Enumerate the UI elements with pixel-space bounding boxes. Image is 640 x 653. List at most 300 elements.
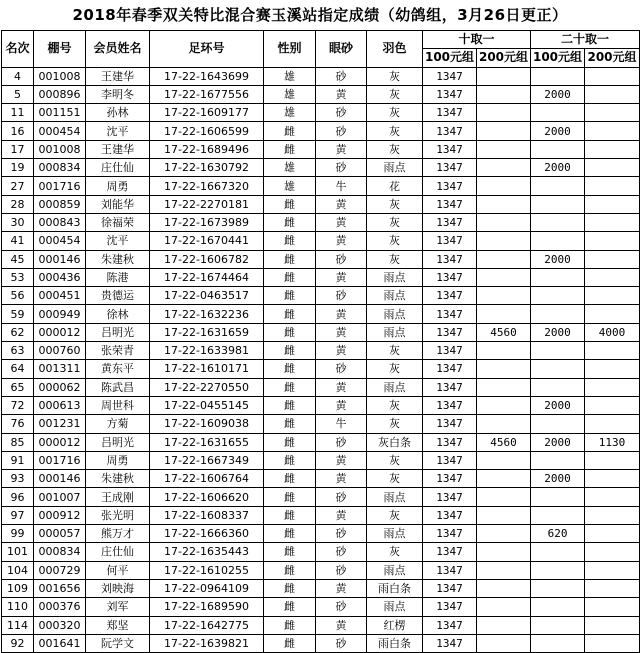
sex-cell: 雌 — [264, 122, 316, 140]
ring-cell: 17-22-1609177 — [150, 104, 264, 122]
prize-g2-200-cell — [585, 579, 640, 597]
prize-g2-100-cell — [531, 213, 585, 231]
member-cell: 何平 — [86, 561, 150, 579]
prize-g1-100-cell: 1347 — [423, 634, 477, 652]
rank-cell: 19 — [2, 159, 34, 177]
prize-g2-100-cell — [531, 268, 585, 286]
rank-cell: 28 — [2, 195, 34, 213]
header-row — [2, 31, 640, 49]
ring-cell: 17-22-1632236 — [150, 305, 264, 323]
prize-g1-200-cell — [477, 268, 531, 286]
prize-g1-100-cell: 1347 — [423, 360, 477, 378]
rank-cell: 72 — [2, 396, 34, 414]
rank-cell: 64 — [2, 360, 34, 378]
rank-cell: 96 — [2, 488, 34, 506]
member-cell: 朱建秋 — [86, 250, 150, 268]
eye-cell: 黄 — [316, 323, 367, 341]
prize-g1-200-cell — [477, 342, 531, 360]
prize-g2-100-cell — [531, 140, 585, 158]
prize-g1-100-cell: 1347 — [423, 470, 477, 488]
loft-cell: 000729 — [34, 561, 86, 579]
color-cell: 灰 — [367, 342, 423, 360]
color-cell: 灰 — [367, 85, 423, 103]
loft-cell: 000376 — [34, 598, 86, 616]
prize-g2-100-cell — [531, 342, 585, 360]
prize-g1-100-cell: 1347 — [423, 451, 477, 469]
color-cell: 灰 — [367, 213, 423, 231]
prize-g1-200-cell — [477, 287, 531, 305]
prize-g2-200-cell — [585, 634, 640, 652]
prize-g1-100-cell: 1347 — [423, 177, 477, 195]
prize-g2-200-cell — [585, 122, 640, 140]
ring-cell: 17-22-1606764 — [150, 470, 264, 488]
page-title: 2018年春季双关特比混合赛玉溪站指定成绩（幼鸽组，3月26日更正） — [72, 6, 568, 24]
sex-cell: 雌 — [264, 543, 316, 561]
sex-cell: 雌 — [264, 488, 316, 506]
prize-g1-100-cell: 1347 — [423, 287, 477, 305]
loft-cell: 000146 — [34, 470, 86, 488]
sex-cell: 雌 — [264, 140, 316, 158]
prize-g1-100-cell: 1347 — [423, 140, 477, 158]
rank-cell: 4 — [2, 67, 34, 85]
table-row — [2, 634, 640, 652]
member-cell: 王建华 — [86, 67, 150, 85]
prize-g2-100-cell — [531, 506, 585, 524]
loft-cell: 000834 — [34, 159, 86, 177]
table-row — [2, 488, 640, 506]
eye-cell: 砂 — [316, 525, 367, 543]
eye-cell: 黄 — [316, 342, 367, 360]
loft-cell: 000760 — [34, 342, 86, 360]
loft-cell: 001641 — [34, 634, 86, 652]
table-row — [2, 305, 640, 323]
rank-cell: 99 — [2, 525, 34, 543]
prize-g1-200-cell — [477, 451, 531, 469]
loft-cell: 000896 — [34, 85, 86, 103]
rank-cell: 114 — [2, 616, 34, 634]
table-row — [2, 342, 640, 360]
color-cell: 红楞 — [367, 616, 423, 634]
prize-g1-200-cell — [477, 213, 531, 231]
prize-g2-200-cell — [585, 342, 640, 360]
rank-cell: 56 — [2, 287, 34, 305]
prize-g1-200-cell — [477, 396, 531, 414]
prize-g2-100-cell — [531, 616, 585, 634]
color-cell: 雨点 — [367, 525, 423, 543]
color-cell: 雨点 — [367, 268, 423, 286]
prize-g1-200-cell — [477, 195, 531, 213]
table-row — [2, 232, 640, 250]
prize-g1-100-cell: 1347 — [423, 213, 477, 231]
ring-cell: 17-22-1609038 — [150, 415, 264, 433]
prize-g1-200-cell — [477, 634, 531, 652]
prize-g2-100-cell: 2000 — [531, 433, 585, 451]
table-row — [2, 104, 640, 122]
loft-cell: 001716 — [34, 177, 86, 195]
group2-header: 二十取一 — [531, 31, 640, 49]
sex-cell: 雌 — [264, 561, 316, 579]
loft-cell: 000012 — [34, 323, 86, 341]
eye-cell: 砂 — [316, 122, 367, 140]
ring-cell: 17-22-1674464 — [150, 268, 264, 286]
prize-g1-100-cell: 1347 — [423, 396, 477, 414]
prize-g2-200-cell — [585, 543, 640, 561]
sex-cell: 雌 — [264, 579, 316, 597]
member-cell: 吕明光 — [86, 323, 150, 341]
member-cell: 刘能华 — [86, 195, 150, 213]
member-cell: 周勇 — [86, 177, 150, 195]
prize-g1-100-cell: 1347 — [423, 543, 477, 561]
prize-g2-100-cell: 2000 — [531, 396, 585, 414]
prize-g1-200-cell — [477, 543, 531, 561]
member-cell: 张荣青 — [86, 342, 150, 360]
eye-cell: 黄 — [316, 195, 367, 213]
eye-cell: 黄 — [316, 616, 367, 634]
member-cell: 刘映海 — [86, 579, 150, 597]
color-cell: 灰 — [367, 396, 423, 414]
prize-g2-200-cell — [585, 67, 640, 85]
prize-g2-200-cell: 4000 — [585, 323, 640, 341]
ring-cell: 17-22-1667320 — [150, 177, 264, 195]
color-cell: 灰 — [367, 67, 423, 85]
prize-g2-200-cell — [585, 360, 640, 378]
ring-cell: 17-22-1631659 — [150, 323, 264, 341]
member-cell: 孙林 — [86, 104, 150, 122]
eye-cell: 砂 — [316, 561, 367, 579]
loft-cell: 001716 — [34, 451, 86, 469]
prize-g1-200-cell — [477, 506, 531, 524]
prize-g1-200-cell — [477, 104, 531, 122]
ring-cell: 17-22-2270181 — [150, 195, 264, 213]
ring-cell: 17-22-0455145 — [150, 396, 264, 414]
prize-g1-200-cell — [477, 616, 531, 634]
loft-cell: 000454 — [34, 122, 86, 140]
table-row — [2, 415, 640, 433]
eye-cell: 牛 — [316, 177, 367, 195]
member-cell: 徐林 — [86, 305, 150, 323]
loft-cell: 001311 — [34, 360, 86, 378]
rank-cell: 93 — [2, 470, 34, 488]
prize-g2-200-cell — [585, 598, 640, 616]
prize-g1-100-cell: 1347 — [423, 579, 477, 597]
ring-cell: 17-22-2270550 — [150, 378, 264, 396]
rank-cell: 5 — [2, 85, 34, 103]
sex-cell: 雄 — [264, 67, 316, 85]
rank-cell: 16 — [2, 122, 34, 140]
prize-g2-100-cell — [531, 305, 585, 323]
prize-g1-200-cell — [477, 488, 531, 506]
prize-g2-100-cell — [531, 360, 585, 378]
ring-cell: 17-22-0463517 — [150, 287, 264, 305]
eye-cell: 砂 — [316, 67, 367, 85]
ring-cell: 17-22-1633981 — [150, 342, 264, 360]
prize-g1-200-cell — [477, 598, 531, 616]
color-cell: 灰 — [367, 543, 423, 561]
prize-g2-200-cell — [585, 561, 640, 579]
col-loft-header: 棚号 — [34, 31, 86, 68]
prize-g2-200-cell — [585, 525, 640, 543]
table-row — [2, 378, 640, 396]
col-ring-header: 足环号 — [150, 31, 264, 68]
prize-g2-100-cell — [531, 634, 585, 652]
member-cell: 黄东平 — [86, 360, 150, 378]
prize-g2-100-cell: 2000 — [531, 323, 585, 341]
member-cell: 王建华 — [86, 140, 150, 158]
prize-g2-200-cell — [585, 213, 640, 231]
rank-cell: 11 — [2, 104, 34, 122]
color-cell: 灰 — [367, 232, 423, 250]
table-row — [2, 616, 640, 634]
color-cell: 灰 — [367, 451, 423, 469]
col-rank-header: 名次 — [2, 31, 34, 68]
table-row — [2, 506, 640, 524]
rank-cell: 59 — [2, 305, 34, 323]
prize-g2-200-cell — [585, 268, 640, 286]
color-cell: 灰 — [367, 195, 423, 213]
table-row — [2, 85, 640, 103]
col-eye-header: 眼砂 — [316, 31, 367, 68]
member-cell: 陈武昌 — [86, 378, 150, 396]
loft-cell: 001231 — [34, 415, 86, 433]
ring-cell: 17-22-1635443 — [150, 543, 264, 561]
color-cell: 灰白条 — [367, 433, 423, 451]
prize-g2-200-cell — [585, 451, 640, 469]
member-cell: 沈平 — [86, 122, 150, 140]
ring-cell: 17-22-1670441 — [150, 232, 264, 250]
table-row — [2, 525, 640, 543]
sex-cell: 雌 — [264, 360, 316, 378]
group2-200-header: 200元组 — [585, 49, 640, 67]
results-table — [1, 30, 640, 653]
group1-200-header: 200元组 — [477, 49, 531, 67]
prize-g1-200-cell — [477, 122, 531, 140]
prize-g1-100-cell: 1347 — [423, 67, 477, 85]
eye-cell: 砂 — [316, 598, 367, 616]
sex-cell: 雄 — [264, 85, 316, 103]
sex-cell: 雌 — [264, 433, 316, 451]
color-cell: 雨点 — [367, 488, 423, 506]
member-cell: 吕明光 — [86, 433, 150, 451]
member-cell: 贵德运 — [86, 287, 150, 305]
rank-cell: 65 — [2, 378, 34, 396]
ring-cell: 17-22-1610255 — [150, 561, 264, 579]
loft-cell: 001656 — [34, 579, 86, 597]
member-cell: 沈平 — [86, 232, 150, 250]
eye-cell: 牛 — [316, 415, 367, 433]
prize-g1-100-cell: 1347 — [423, 250, 477, 268]
loft-cell: 000436 — [34, 268, 86, 286]
prize-g1-100-cell: 1347 — [423, 195, 477, 213]
prize-g2-100-cell — [531, 488, 585, 506]
prize-g1-100-cell: 1347 — [423, 506, 477, 524]
sex-cell: 雌 — [264, 616, 316, 634]
prize-g1-100-cell: 1347 — [423, 378, 477, 396]
prize-g2-200-cell — [585, 140, 640, 158]
sex-cell: 雌 — [264, 195, 316, 213]
prize-g1-100-cell: 1347 — [423, 104, 477, 122]
eye-cell: 黄 — [316, 305, 367, 323]
table-row — [2, 360, 640, 378]
color-cell: 灰 — [367, 140, 423, 158]
sex-cell: 雌 — [264, 396, 316, 414]
prize-g2-200-cell — [585, 287, 640, 305]
loft-cell: 001007 — [34, 488, 86, 506]
table-row — [2, 177, 640, 195]
prize-g1-100-cell: 1347 — [423, 323, 477, 341]
prize-g2-200-cell: 1130 — [585, 433, 640, 451]
rank-cell: 110 — [2, 598, 34, 616]
sex-cell: 雄 — [264, 177, 316, 195]
member-cell: 周勇 — [86, 451, 150, 469]
color-cell: 雨点 — [367, 323, 423, 341]
eye-cell: 黄 — [316, 579, 367, 597]
rank-cell: 101 — [2, 543, 34, 561]
loft-cell: 000062 — [34, 378, 86, 396]
prize-g1-200-cell — [477, 470, 531, 488]
color-cell: 雨点 — [367, 378, 423, 396]
rank-cell: 76 — [2, 415, 34, 433]
prize-g1-100-cell: 1347 — [423, 268, 477, 286]
member-cell: 刘军 — [86, 598, 150, 616]
rank-cell: 17 — [2, 140, 34, 158]
member-cell: 郑坚 — [86, 616, 150, 634]
table-header — [2, 31, 640, 68]
prize-g2-100-cell: 2000 — [531, 250, 585, 268]
prize-g1-200-cell — [477, 378, 531, 396]
prize-g1-100-cell: 1347 — [423, 122, 477, 140]
prize-g1-200-cell — [477, 67, 531, 85]
ring-cell: 17-22-1666360 — [150, 525, 264, 543]
prize-g2-100-cell — [531, 561, 585, 579]
rank-cell: 53 — [2, 268, 34, 286]
prize-g1-200-cell: 4560 — [477, 323, 531, 341]
color-cell: 雨点 — [367, 305, 423, 323]
color-cell: 雨点 — [367, 598, 423, 616]
ring-cell: 17-22-1667349 — [150, 451, 264, 469]
prize-g1-100-cell: 1347 — [423, 433, 477, 451]
eye-cell: 砂 — [316, 360, 367, 378]
sex-cell: 雌 — [264, 451, 316, 469]
prize-g2-200-cell — [585, 85, 640, 103]
prize-g2-200-cell — [585, 415, 640, 433]
prize-g2-200-cell — [585, 470, 640, 488]
member-cell: 朱建秋 — [86, 470, 150, 488]
ring-cell: 17-22-1642775 — [150, 616, 264, 634]
ring-cell: 17-22-1606620 — [150, 488, 264, 506]
loft-cell: 000146 — [34, 250, 86, 268]
prize-g2-100-cell — [531, 67, 585, 85]
sex-cell: 雌 — [264, 213, 316, 231]
prize-g2-200-cell — [585, 232, 640, 250]
prize-g2-100-cell — [531, 415, 585, 433]
prize-g2-200-cell — [585, 396, 640, 414]
table-row — [2, 433, 640, 451]
prize-g2-200-cell — [585, 104, 640, 122]
loft-cell: 001151 — [34, 104, 86, 122]
sex-cell: 雌 — [264, 250, 316, 268]
member-cell: 张光明 — [86, 506, 150, 524]
ring-cell: 17-22-1631655 — [150, 433, 264, 451]
color-cell: 灰 — [367, 360, 423, 378]
color-cell: 雨点 — [367, 561, 423, 579]
col-sex-header: 性别 — [264, 31, 316, 68]
prize-g2-100-cell: 620 — [531, 525, 585, 543]
prize-g2-100-cell — [531, 104, 585, 122]
prize-g1-200-cell — [477, 561, 531, 579]
prize-g1-200-cell — [477, 85, 531, 103]
group1-header: 十取一 — [423, 31, 531, 49]
loft-cell: 000843 — [34, 213, 86, 231]
prize-g2-200-cell — [585, 177, 640, 195]
ring-cell: 17-22-1689590 — [150, 598, 264, 616]
table-row — [2, 250, 640, 268]
prize-g2-100-cell: 2000 — [531, 159, 585, 177]
rank-cell: 45 — [2, 250, 34, 268]
sex-cell: 雌 — [264, 287, 316, 305]
table-row — [2, 598, 640, 616]
table-row — [2, 287, 640, 305]
member-cell: 方菊 — [86, 415, 150, 433]
color-cell: 雨白条 — [367, 634, 423, 652]
prize-g1-200-cell — [477, 415, 531, 433]
prize-g1-200-cell — [477, 232, 531, 250]
prize-g1-100-cell: 1347 — [423, 342, 477, 360]
eye-cell: 黄 — [316, 213, 367, 231]
sex-cell: 雌 — [264, 232, 316, 250]
rank-cell: 109 — [2, 579, 34, 597]
ring-cell: 17-22-1677556 — [150, 85, 264, 103]
prize-g2-100-cell — [531, 232, 585, 250]
rank-cell: 91 — [2, 451, 34, 469]
color-cell: 灰 — [367, 470, 423, 488]
eye-cell: 砂 — [316, 287, 367, 305]
color-cell: 灰 — [367, 415, 423, 433]
prize-g1-100-cell: 1347 — [423, 159, 477, 177]
rank-cell: 62 — [2, 323, 34, 341]
prize-g2-100-cell — [531, 287, 585, 305]
prize-g2-200-cell — [585, 250, 640, 268]
member-cell: 周世科 — [86, 396, 150, 414]
eye-cell: 黄 — [316, 268, 367, 286]
sex-cell: 雌 — [264, 525, 316, 543]
table-row — [2, 213, 640, 231]
prize-g1-100-cell: 1347 — [423, 232, 477, 250]
eye-cell: 砂 — [316, 543, 367, 561]
member-cell: 王成刚 — [86, 488, 150, 506]
prize-g2-100-cell — [531, 451, 585, 469]
eye-cell: 砂 — [316, 250, 367, 268]
prize-g2-100-cell — [531, 579, 585, 597]
member-cell: 庄仕仙 — [86, 543, 150, 561]
rank-cell: 92 — [2, 634, 34, 652]
table-row — [2, 396, 640, 414]
color-cell: 灰 — [367, 104, 423, 122]
ring-cell: 17-22-0964109 — [150, 579, 264, 597]
prize-g2-100-cell: 2000 — [531, 470, 585, 488]
table-row — [2, 195, 640, 213]
sex-cell: 雌 — [264, 470, 316, 488]
rank-cell: 97 — [2, 506, 34, 524]
rank-cell: 41 — [2, 232, 34, 250]
loft-cell: 000320 — [34, 616, 86, 634]
eye-cell: 黄 — [316, 378, 367, 396]
eye-cell: 砂 — [316, 634, 367, 652]
eye-cell: 黄 — [316, 140, 367, 158]
eye-cell: 砂 — [316, 488, 367, 506]
prize-g1-200-cell — [477, 140, 531, 158]
table-row — [2, 543, 640, 561]
ring-cell: 17-22-1673989 — [150, 213, 264, 231]
